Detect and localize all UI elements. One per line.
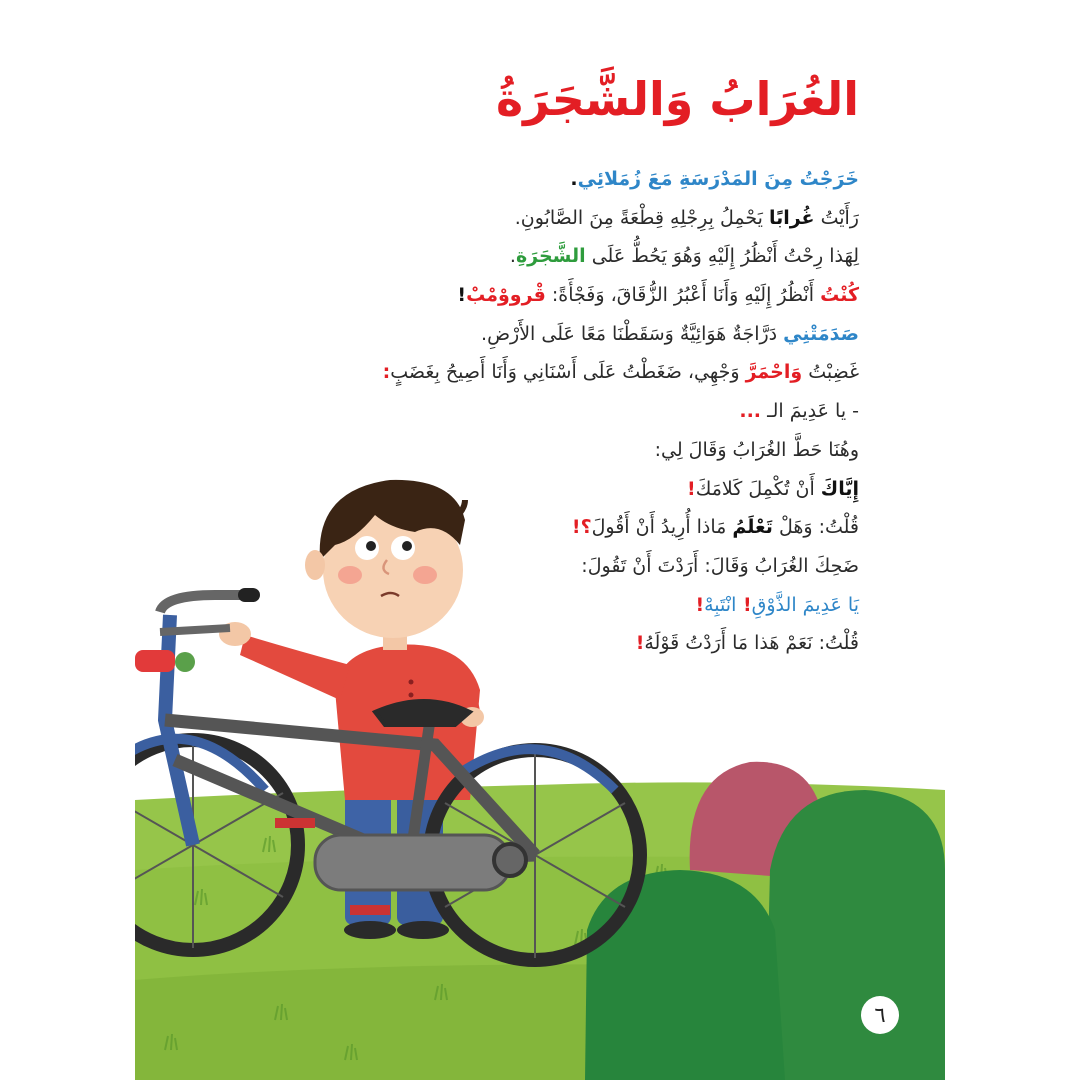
story-segment: ! <box>635 632 645 655</box>
story-line <box>239 315 859 354</box>
story-segment: مَاذا أُرِيدُ أَنْ أَقُولَ <box>591 516 733 539</box>
story-line <box>239 160 859 199</box>
story-segment: ! <box>736 593 752 616</box>
story-segment: قُلْتُ: نَعَمْ هَذا مَا أَرَدْتُ قَوْلَهُ <box>644 632 859 655</box>
story-line <box>239 508 859 547</box>
story-segment: وَجْهِي، ضَغَطْتُ عَلَى أَسْنَانِي وَأَنَا أَصِيحُ بِغَضَبٍ <box>390 361 746 384</box>
story-segment: إِيَّاكَ <box>820 477 859 500</box>
story-segment: ! <box>457 284 467 307</box>
story-segment: . <box>509 245 516 268</box>
story-segment: تَعْلَمُ <box>732 516 773 539</box>
story-line <box>239 547 859 586</box>
story-segment: ! <box>687 477 696 500</box>
story-line <box>239 431 859 470</box>
story-line <box>239 624 859 663</box>
story-line <box>239 470 859 509</box>
story-line <box>239 353 859 392</box>
story-segment: يَا عَدِيمَ الذَّوْقِ <box>751 593 859 616</box>
story-segment: رَأَيْتُ <box>814 206 859 229</box>
story-segment: وَاحْمَرَّ <box>745 361 803 384</box>
story-segment: : <box>382 361 391 384</box>
story-segment: انْتَبِهْ <box>704 593 737 616</box>
story-text <box>239 160 859 663</box>
story-segment: وهُنَا حَطَّ الغُرَابُ وَقَالَ لِي: <box>654 438 859 461</box>
story-segment: ؟! <box>571 516 592 539</box>
story-segment: . <box>570 168 578 190</box>
story-segment: ... <box>739 400 762 423</box>
story-segment: خَرَجْتُ مِنَ المَدْرَسَةِ مَعَ زُمَلائِي <box>577 168 859 190</box>
story-line <box>239 237 859 276</box>
story-segment: غُرابًا <box>768 206 815 229</box>
story-line <box>239 199 859 238</box>
story-segment: يَحْمِلُ بِرِجْلِهِ قِطْعَةً مِنَ الصَّابُونِ. <box>514 206 769 229</box>
story-title: الغُرَابُ وَالشَّجَرَةُ <box>496 72 859 126</box>
story-segment: صَدَمَتْنِي <box>783 322 859 345</box>
story-segment: - يا عَدِيمَ الـ <box>761 400 859 423</box>
story-segment: قُلْتُ: وَهَلْ <box>772 516 859 539</box>
story-segment: أَنْ تُكْمِلَ كَلامَكَ <box>695 477 821 500</box>
story-segment: قْرووْمْبْ <box>466 284 546 307</box>
story-line <box>239 392 859 431</box>
book-page <box>135 0 945 1080</box>
page-number: ٦ <box>861 996 899 1034</box>
story-segment: كُنْتُ <box>820 284 859 307</box>
story-line <box>239 586 859 625</box>
story-segment: أَنْظُرُ إِلَيْهِ وَأَنَا أَعْبُرُ الزُّقَاقَ، وَفَجْأَةً: <box>545 284 821 307</box>
story-segment: دَرَّاجَةٌ هَوَائِيَّةٌ وَسَقَطْنَا مَعًا عَلَى الأَرْضِ. <box>481 322 784 345</box>
story-segment: الشَّجَرَةِ <box>515 245 586 268</box>
story-line <box>239 276 859 315</box>
green-bush-right <box>765 790 945 1080</box>
story-segment: لِهَذا رِحْتُ أَنْظُرُ إِلَيْهِ وَهُوَ يَحُطُّ عَلَى <box>585 245 859 268</box>
story-segment: غَضِبْتُ <box>802 361 859 384</box>
story-segment: ! <box>695 593 705 616</box>
story-segment: ضَحِكَ الغُرَابُ وَقَالَ: أَرَدْتَ أَنْ تَقُولَ: <box>581 554 859 577</box>
